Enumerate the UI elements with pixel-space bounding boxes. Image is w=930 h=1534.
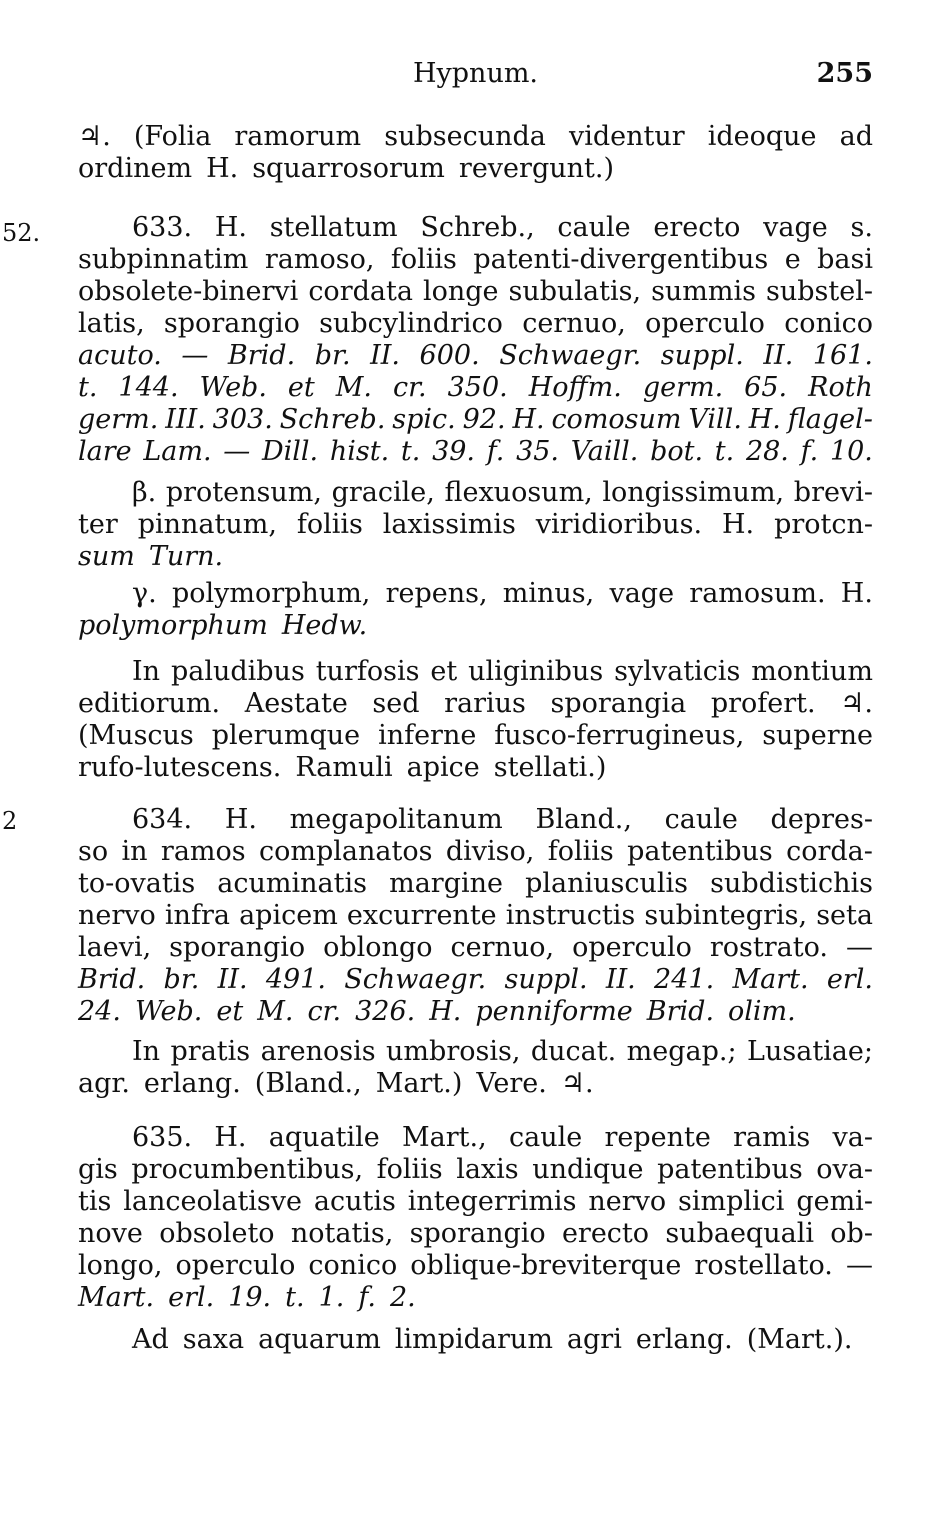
text-line: ordinem H. squarrosorum revergunt.) (78, 153, 614, 184)
text-line: nove obsoleto notatis, sporangio erecto subaequali ob- (78, 1218, 873, 1249)
species-entry-635-heading: 635. H. aquatile Mart., caule repente ramis va- (132, 1122, 873, 1153)
text-line: so in ramos complanatos diviso, foliis patentibus corda- (78, 836, 873, 867)
text-line: polymorphum Hedw. (78, 610, 368, 641)
text-line: ♃. (Folia ramorum subsecunda videntur ideoque ad (78, 121, 873, 152)
text-line: 24. Web. et M. cr. 326. H. penniforme Brid. olim. (78, 996, 796, 1027)
habitat-text: Ad saxa aquarum limpidarum agri erlang. (Mart.). (132, 1324, 853, 1355)
habitat-text: In paludibus turfosis et uliginibus sylvaticis montium (132, 656, 873, 687)
text-line: t. 144. Web. et M. cr. 350. Hoffm. germ. 65. Roth (78, 372, 873, 403)
text-line: agr. erlang. (Bland., Mart.) Vere. ♃. (78, 1068, 594, 1099)
habitat-text: In pratis arenosis umbrosis, ducat. megap.; Lusatiae; (132, 1036, 873, 1067)
text-line: laevi, sporangio oblongo cernuo, operculo rostrato. — (78, 932, 873, 963)
variety-gamma: γ. polymorphum, repens, minus, vage ramosum. H. (132, 578, 873, 609)
text-line: gis procumbentibus, foliis laxis undique patentibus ova- (78, 1154, 873, 1185)
species-entry-633-heading: 633. H. stellatum Schreb., caule erecto vage s. (132, 212, 873, 243)
text-line: germ. III. 303. Schreb. spic. 92. H. comosum Vill. H. flagel- (78, 404, 873, 435)
text-line: (Muscus plerumque inferne fusco-ferrugineus, superne (78, 720, 873, 751)
text-line: Brid. br. II. 491. Schwaegr. suppl. II. 241. Mart. erl. (78, 964, 873, 995)
species-entry-634-heading: 634. H. megapolitanum Bland., caule depres- (132, 804, 873, 835)
text-line: lare Lam. — Dill. hist. t. 39. f. 35. Vaill. bot. t. 28. f. 10. (78, 436, 873, 467)
text-line: sum Turn. (78, 541, 224, 572)
page-number: 255 (816, 58, 873, 89)
text-line: longo, operculo conico oblique-breviterque rostellato. — (78, 1250, 873, 1281)
page-header (78, 58, 873, 98)
text-line: to-ovatis acuminatis margine planiusculis subdistichis (78, 868, 873, 899)
text-line: editiorum. Aestate sed rarius sporangia profert. ♃. (78, 688, 873, 719)
text-line: subpinnatim ramoso, foliis patenti-divergentibus e basi (78, 244, 873, 275)
running-head: Hypnum. (412, 58, 539, 89)
text-line: tis lanceolatisve acutis integerrimis nervo simplici gemi- (78, 1186, 873, 1217)
text-line: rufo-lutescens. Ramuli apice stellati.) (78, 752, 607, 783)
text-line: ter pinnatum, foliis laxissimis viridioribus. H. protcn- (78, 509, 873, 540)
text-line: nervo infra apicem excurrente instructis subintegris, seta (78, 900, 873, 931)
text-line: latis, sporangio subcylindrico cernuo, operculo conico (78, 308, 873, 339)
variety-beta: β. protensum, gracile, flexuosum, longissimum, brevi- (132, 477, 873, 508)
text-line: acuto. — Brid. br. II. 600. Schwaegr. suppl. II. 161. (78, 340, 873, 371)
margin-note: 2 (2, 807, 18, 835)
margin-note: 52. (2, 219, 41, 247)
text-line: obsolete-binervi cordata longe subulatis, summis substel- (78, 276, 873, 307)
text-line: Mart. erl. 19. t. 1. f. 2. (78, 1282, 416, 1313)
